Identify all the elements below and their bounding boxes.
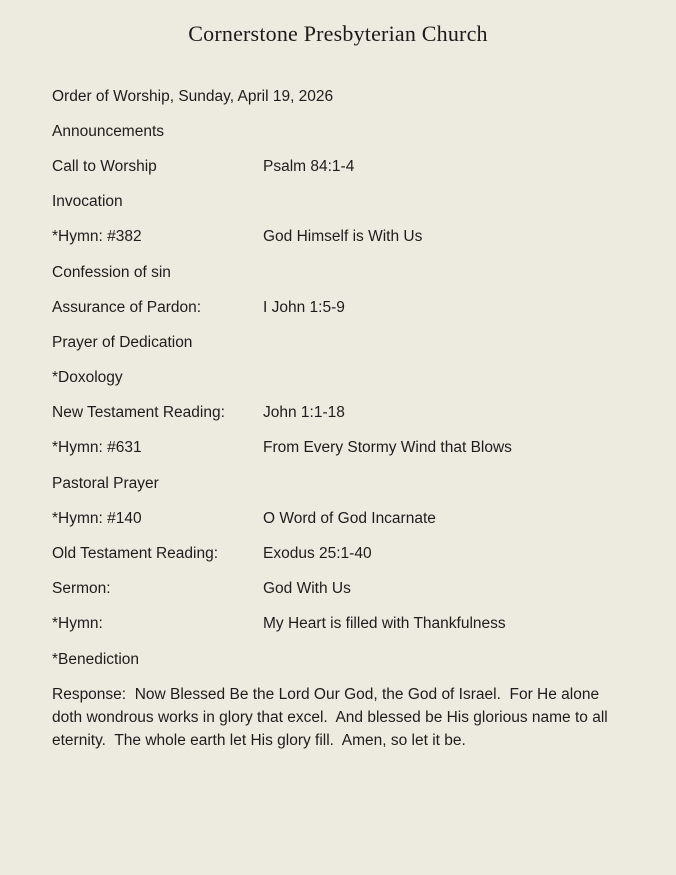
service-item-detail: John 1:1-18	[263, 404, 345, 422]
service-item-label: *Hymn: #382	[52, 228, 142, 246]
service-item-detail: My Heart is filled with Thankfulness	[263, 615, 506, 633]
service-item-label: New Testament Reading:	[52, 404, 225, 422]
service-item-label: Assurance of Pardon:	[52, 298, 202, 316]
service-item-label: Confession of sin	[52, 263, 171, 281]
service-item	[52, 185, 628, 220]
service-item-label: *Doxology	[52, 369, 123, 387]
service-item-label: *Benediction	[52, 650, 140, 668]
service-item	[52, 361, 628, 396]
service-item-detail: God Himself is With Us	[263, 228, 423, 246]
service-item-detail: Exodus 25:1-40	[263, 545, 372, 563]
service-item	[52, 431, 628, 466]
page-title: Cornerstone Presbyterian Church	[188, 21, 488, 46]
service-item-label: Sermon:	[52, 580, 111, 598]
service-item	[52, 501, 628, 536]
service-item	[52, 607, 628, 642]
date-line-row	[52, 79, 628, 114]
service-item	[52, 290, 628, 325]
service-item	[52, 220, 628, 255]
service-item	[52, 396, 628, 431]
service-item-detail: Psalm 84:1-4	[263, 157, 355, 175]
service-list	[52, 114, 628, 677]
date-line: Order of Worship, Sunday, April 19, 2026	[52, 87, 334, 105]
response-paragraph: Response: Now Blessed Be the Lord Our God, the God of Israel. For He alone doth wondrous works in glory that excel. And blessed be His glorious name to all eternity. The whole earth let His glory fill. Amen, so let it be.	[52, 686, 613, 750]
service-item	[52, 642, 628, 677]
service-item	[52, 325, 628, 360]
service-item-label: Invocation	[52, 193, 123, 211]
service-item-label: Old Testament Reading:	[52, 545, 219, 563]
service-item	[52, 572, 628, 607]
service-item-label: Pastoral Prayer	[52, 474, 159, 492]
service-item-label: *Hymn: #631	[52, 439, 142, 457]
service-item	[52, 536, 628, 571]
service-item-label: Prayer of Dedication	[52, 333, 193, 351]
service-item-label: *Hymn:	[52, 615, 103, 633]
service-item	[52, 114, 628, 149]
service-item	[52, 466, 628, 501]
service-item	[52, 149, 628, 184]
service-item-label: Announcements	[52, 122, 165, 140]
service-item-detail: God With Us	[263, 580, 351, 598]
service-item-label: Call to Worship	[52, 157, 157, 175]
service-item	[52, 255, 628, 290]
service-item-detail: I John 1:5-9	[263, 298, 345, 316]
service-item-detail: O Word of God Incarnate	[263, 509, 436, 527]
service-item-label: *Hymn: #140	[52, 509, 142, 527]
order-of-worship	[0, 79, 676, 752]
service-item-detail: From Every Stormy Wind that Blows	[263, 439, 512, 457]
